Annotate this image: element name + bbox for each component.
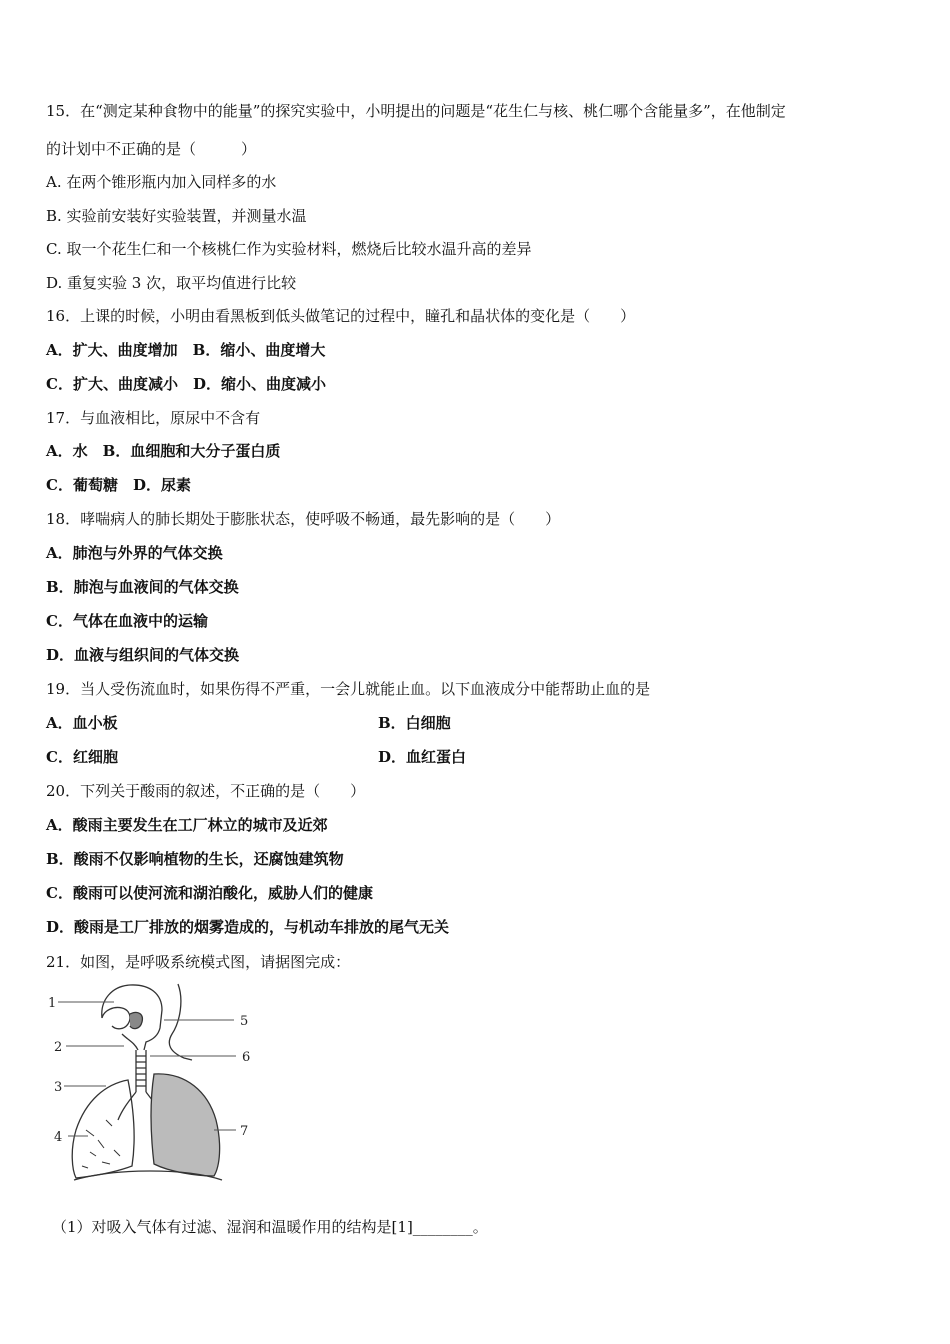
q20-option-b: B．酸雨不仅影响植物的生长，还腐蚀建筑物 bbox=[46, 850, 344, 868]
right-lung bbox=[151, 1074, 220, 1176]
q15-line1: 15．在“测定某种食物中的能量”的探究实验中，小明提出的问题是“花生仁与核、桃仁哪个含能量多”，在他制定 bbox=[46, 102, 786, 120]
pharynx bbox=[130, 1012, 142, 1028]
q20-option-a: A．酸雨主要发生在工厂林立的城市及近郊 bbox=[46, 816, 328, 834]
q17-stem: 17．与血液相比，原尿中不含有 bbox=[46, 409, 261, 427]
figure-label-3: 3 bbox=[54, 1080, 63, 1095]
q15-option-d: D. 重复实验 3 次，取平均值进行比较 bbox=[46, 274, 297, 292]
q17-options-row1: A．水 B．血细胞和大分子蛋白质 bbox=[46, 442, 281, 460]
respiratory-system-figure bbox=[46, 980, 261, 1185]
q17-options-row2: C．葡萄糖 D．尿素 bbox=[46, 476, 191, 494]
q15-option-b: B. 实验前安装好实验装置，并测量水温 bbox=[46, 207, 307, 225]
q16-options-row2: C．扩大、曲度减小 D．缩小、曲度减小 bbox=[46, 375, 326, 393]
figure-label-4: 4 bbox=[54, 1130, 63, 1145]
figure-label-5: 5 bbox=[240, 1014, 249, 1029]
figure-label-6: 6 bbox=[242, 1050, 251, 1065]
nasal-cavity bbox=[102, 1007, 130, 1028]
q18-option-a: A．肺泡与外界的气体交换 bbox=[46, 544, 223, 562]
q20-option-d: D．酸雨是工厂排放的烟雾造成的，与机动车排放的尾气无关 bbox=[46, 918, 450, 936]
left-lung bbox=[72, 1080, 134, 1178]
q15-option-c: C. 取一个花生仁和一个核桃仁作为实验材料，燃烧后比较水温升高的差异 bbox=[46, 240, 532, 258]
q20-stem: 20．下列关于酸雨的叙述，不正确的是（ ） bbox=[46, 782, 366, 800]
q19-option-c: C．红细胞 bbox=[46, 748, 118, 766]
q21-stem: 21．如图，是呼吸系统模式图，请据图完成： bbox=[46, 953, 351, 971]
q19-option-a: A．血小板 bbox=[46, 714, 118, 732]
q21-sub1: （1）对吸入气体有过滤、湿润和温暖作用的结构是[1]________。 bbox=[52, 1218, 488, 1236]
q15-line2: 的计划中不正确的是（ ） bbox=[46, 140, 257, 158]
q18-option-b: B．肺泡与血液间的气体交换 bbox=[46, 578, 239, 596]
q19-option-b: B．白细胞 bbox=[378, 714, 451, 732]
q20-option-c: C．酸雨可以使河流和湖泊酸化，威胁人们的健康 bbox=[46, 884, 373, 902]
q19-stem: 19．当人受伤流血时，如果伤得不严重，一会儿就能止血。以下血液成分中能帮助止血的是 bbox=[46, 680, 651, 698]
q18-stem: 18．哮喘病人的肺长期处于膨胀状态，使呼吸不畅通，最先影响的是（ ） bbox=[46, 510, 561, 528]
figure-label-1: 1 bbox=[48, 996, 57, 1011]
q15-option-a: A. 在两个锥形瓶内加入同样多的水 bbox=[46, 173, 277, 191]
figure-label-2: 2 bbox=[54, 1040, 63, 1055]
q18-option-d: D．血液与组织间的气体交换 bbox=[46, 646, 240, 664]
figure-label-7: 7 bbox=[240, 1124, 249, 1139]
q18-option-c: C．气体在血液中的运输 bbox=[46, 612, 208, 630]
q16-options-row1: A．扩大、曲度增加 B．缩小、曲度增大 bbox=[46, 341, 326, 359]
q16-stem: 16．上课的时候，小明由看黑板到低头做笔记的过程中，瞳孔和晶状体的变化是（ ） bbox=[46, 307, 636, 325]
q19-option-d: D．血红蛋白 bbox=[378, 748, 467, 766]
